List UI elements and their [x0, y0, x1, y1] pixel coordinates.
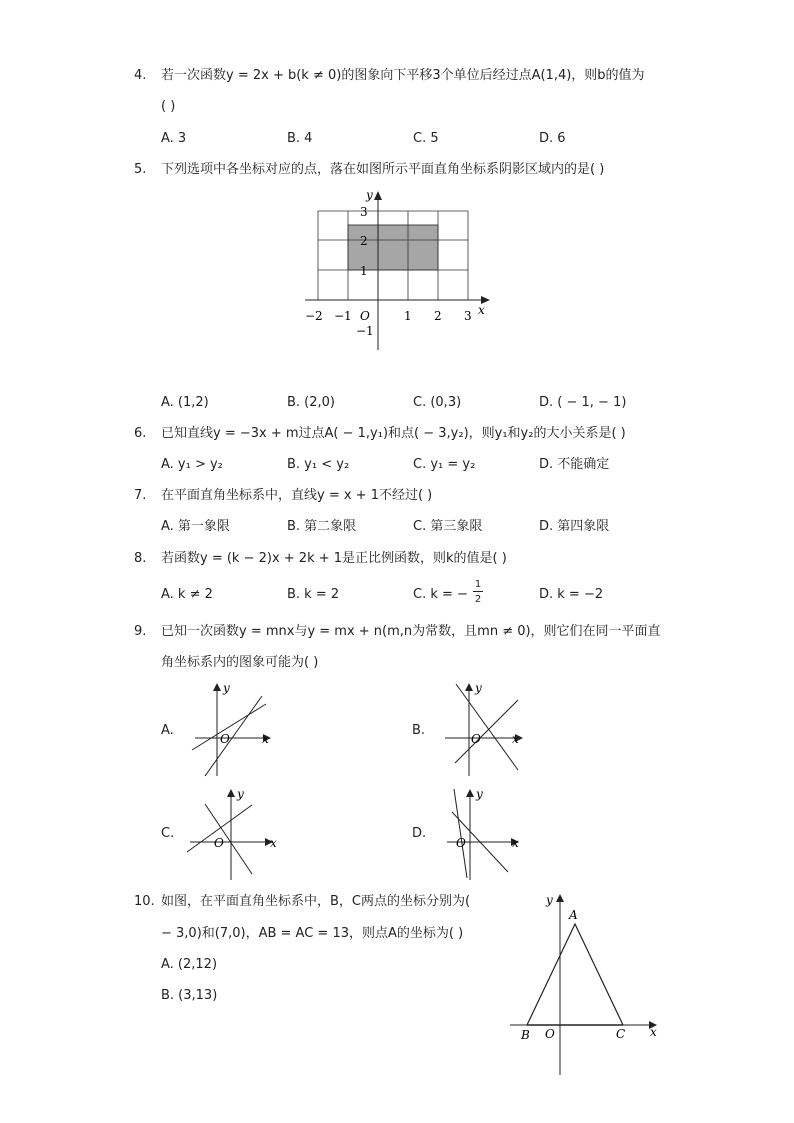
- q5-y-tick: 1: [360, 264, 368, 278]
- q10-option-b: B. (3,13): [161, 988, 218, 1003]
- q10-stem: 如图，在平面直角坐标系中，B，C两点的坐标分别为(: [161, 894, 471, 909]
- q5-x-tick: 2: [434, 309, 442, 323]
- q9-label-d: D.: [412, 826, 427, 841]
- q6-stem: 已知直线y = −3x + m过点A( − 1,y₁)和点( − 3,y₂)，则y₁和y₂的大小关系是( ): [161, 426, 626, 441]
- q9-label-a: A.: [161, 723, 174, 738]
- q5-x-tick: 3: [464, 309, 472, 323]
- q5-origin-label: O: [360, 309, 370, 323]
- q9-b-line-2: [455, 700, 518, 763]
- svg-text:x: x: [270, 836, 277, 850]
- q6-option-b: B. y₁ < y₂: [287, 457, 350, 472]
- q8-fraction-denominator: 2: [474, 594, 482, 605]
- q10-point-c: C: [616, 1027, 626, 1041]
- q5-x-tick: 1: [404, 309, 412, 323]
- q6-option-c: C. y₁ = y₂: [413, 457, 476, 472]
- q7-option-c: C. 第三象限: [413, 519, 483, 534]
- q10-point-a: A: [569, 908, 578, 922]
- q5-number: 5.: [134, 162, 147, 177]
- q7-option-a: A. 第一象限: [161, 519, 230, 534]
- q8-number: 8.: [134, 551, 147, 566]
- q5-option-a: A. (1,2): [161, 395, 209, 410]
- q5-option-b: B. (2,0): [287, 395, 336, 410]
- q4-option-a: A. 3: [161, 131, 187, 146]
- q10-y-label: y: [546, 893, 553, 907]
- q9-a-line-1: [205, 696, 262, 776]
- q5-y-tick: 3: [360, 205, 368, 219]
- q9-number: 9.: [134, 624, 147, 639]
- q5-option-d: D. ( − 1, − 1): [539, 395, 627, 410]
- q4-option-c: C. 5: [413, 131, 439, 146]
- q8-option-b: B. k = 2: [287, 587, 340, 602]
- q9-c-line-1: [205, 804, 252, 874]
- svg-text:x: x: [262, 732, 269, 746]
- q8-stem: 若函数y = (k − 2)x + 2k + 1是正比例函数，则k的值是( ): [161, 551, 507, 566]
- q7-number: 7.: [134, 488, 147, 503]
- svg-text:y: y: [223, 681, 230, 695]
- q8-option-c: C. k = −: [413, 587, 468, 602]
- q9-graph-d: [440, 785, 530, 885]
- q9-label-b: B.: [412, 723, 426, 738]
- q4-number: 4.: [134, 68, 147, 83]
- q10-option-a: A. (2,12): [161, 957, 218, 972]
- svg-text:O: O: [471, 732, 481, 746]
- q5-x-tick: −2: [305, 309, 323, 323]
- svg-text:O: O: [456, 836, 466, 850]
- q5-x-tick: −1: [334, 309, 352, 323]
- q5-x-label: x: [478, 303, 485, 317]
- q5-coordinate-graph: [300, 185, 500, 355]
- svg-text:y: y: [237, 787, 244, 801]
- q10-x-label: x: [650, 1025, 657, 1039]
- q4-paren: ( ): [161, 99, 176, 114]
- q9-label-c: C.: [161, 826, 175, 841]
- q9-stem-line2: 角坐标系内的图象可能为( ): [161, 655, 319, 670]
- q7-option-b: B. 第二象限: [287, 519, 357, 534]
- q4-stem: 若一次函数y = 2x + b(k ≠ 0)的图象向下平移3个单位后经过点A(1,4)，则b的值为: [161, 68, 645, 83]
- q6-number: 6.: [134, 426, 147, 441]
- q8-fraction-bar: [473, 591, 483, 592]
- q6-option-d: D. 不能确定: [539, 457, 610, 472]
- q5-y-tick: 2: [360, 234, 368, 248]
- q10-stem-line2: − 3,0)和(7,0)，AB = AC = 13，则点A的坐标为( ): [161, 926, 464, 941]
- q10-triangle-graph: [505, 885, 665, 1080]
- q5-option-c: C. (0,3): [413, 395, 462, 410]
- svg-text:O: O: [214, 836, 224, 850]
- q8-option-d: D. k = −2: [539, 587, 604, 602]
- svg-text:x: x: [512, 732, 519, 746]
- q9-graph-c: [180, 785, 280, 885]
- q7-stem: 在平面直角坐标系中，直线y = x + 1不经过( ): [161, 488, 433, 503]
- q5-stem: 下列选项中各坐标对应的点，落在如图所示平面直角坐标系阴影区域内的是( ): [161, 162, 605, 177]
- q4-option-b: B. 4: [287, 131, 313, 146]
- q6-option-a: A. y₁ > y₂: [161, 457, 223, 472]
- q9-stem: 已知一次函数y = mnx与y = mx + n(m,n为常数，且mn ≠ 0)，则它们在同一平面直: [161, 624, 661, 639]
- q7-option-d: D. 第四象限: [539, 519, 610, 534]
- q5-y-label: y: [366, 188, 373, 202]
- svg-text:O: O: [220, 732, 230, 746]
- q8-option-a: A. k ≠ 2: [161, 587, 213, 602]
- q8-fraction-numerator: 1: [474, 579, 482, 590]
- q10-origin: O: [545, 1027, 555, 1041]
- q10-point-b: B: [521, 1028, 530, 1042]
- q9-d-line-1: [454, 789, 467, 878]
- q4-option-d: D. 6: [539, 131, 566, 146]
- q10-triangle: [527, 924, 623, 1025]
- q10-number: 10.: [134, 894, 155, 909]
- svg-text:y: y: [475, 681, 482, 695]
- q9-graph-b: [440, 680, 530, 780]
- svg-text:y: y: [476, 787, 483, 801]
- q5-y-tick: −1: [356, 324, 374, 338]
- svg-text:x: x: [512, 836, 519, 850]
- q9-b-line-1: [456, 684, 518, 770]
- q9-graph-a: [190, 680, 280, 780]
